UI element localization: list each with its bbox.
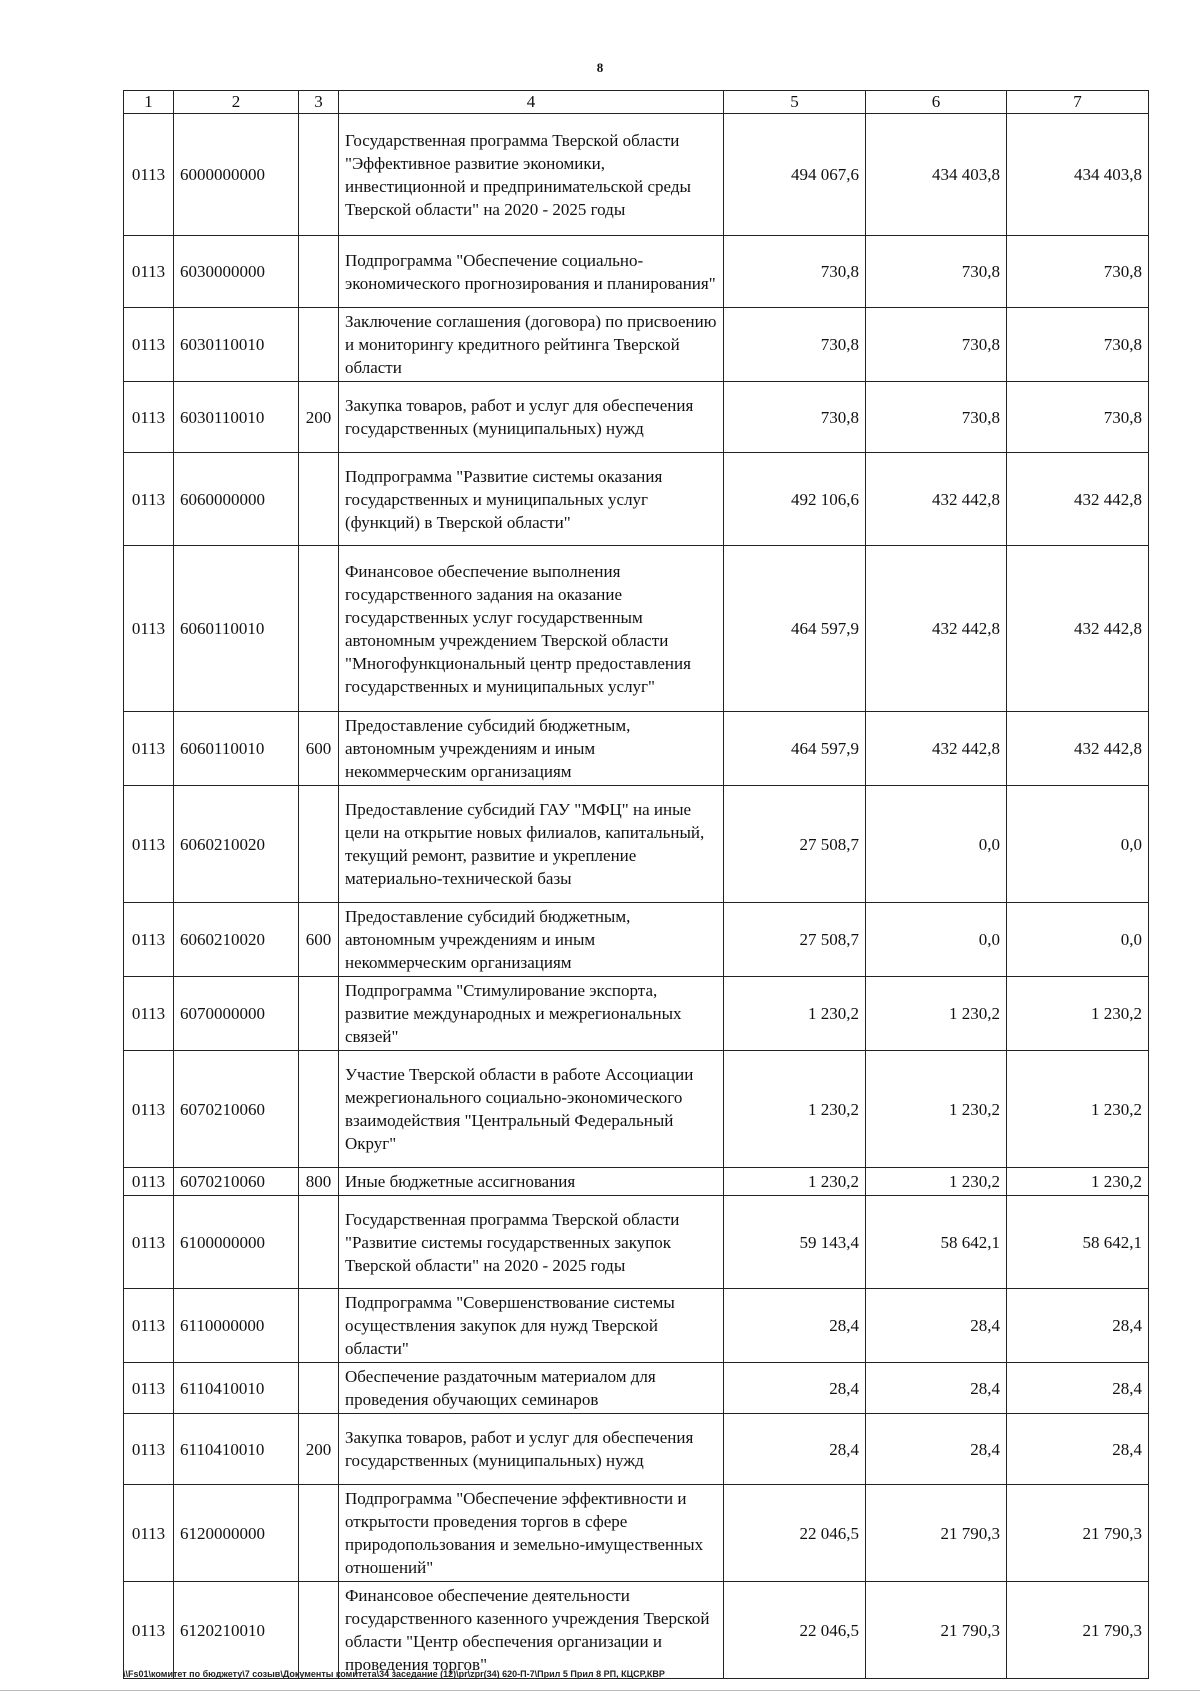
table-row [124,1414,1149,1485]
description-cell: Иные бюджетные ассигнования [339,1168,724,1196]
amount-cell: 59 143,4 [724,1196,866,1289]
expense-type-code-cell [299,1289,339,1363]
target-article-code-cell: 6030110010 [174,382,299,453]
table-row [124,453,1149,546]
column-header: 4 [339,91,724,114]
description-cell: Подпрограмма "Стимулирование экспорта, развитие международных и межрегиональных связей" [339,977,724,1051]
amount-cell: 494 067,6 [724,114,866,236]
target-article-code-cell: 6120000000 [174,1485,299,1582]
section-code-cell: 0113 [124,1414,174,1485]
amount-cell: 434 403,8 [1007,114,1149,236]
description-cell: Предоставление субсидий ГАУ "МФЦ" на иные цели на открытие новых филиалов, капитальный, текущий ремонт, развитие и укрепление материально-технической базы [339,786,724,903]
amount-cell: 492 106,6 [724,453,866,546]
amount-cell: 0,0 [1007,903,1149,977]
target-article-code-cell: 6070000000 [174,977,299,1051]
amount-cell: 27 508,7 [724,903,866,977]
target-article-code-cell: 6120210010 [174,1582,299,1679]
description-cell: Подпрограмма "Обеспечение социально-экономического прогнозирования и планирования" [339,236,724,308]
budget-table [123,90,1149,1679]
description-cell: Государственная программа Тверской области "Развитие системы государственных закупок Тверской области" на 2020 - 2025 годы [339,1196,724,1289]
expense-type-code-cell [299,1196,339,1289]
amount-cell: 58 642,1 [1007,1196,1149,1289]
table-row [124,382,1149,453]
page-edge-divider [0,1690,1200,1691]
amount-cell: 730,8 [866,236,1007,308]
expense-type-code-cell [299,977,339,1051]
section-code-cell: 0113 [124,382,174,453]
amount-cell: 464 597,9 [724,712,866,786]
section-code-cell: 0113 [124,712,174,786]
amount-cell: 730,8 [724,308,866,382]
target-article-code-cell: 6110410010 [174,1363,299,1414]
section-code-cell: 0113 [124,1582,174,1679]
table-row [124,1485,1149,1582]
description-cell: Подпрограмма "Развитие системы оказания государственных и муниципальных услуг (функций) в Тверской области" [339,453,724,546]
table-row [124,308,1149,382]
section-code-cell: 0113 [124,546,174,712]
description-cell: Закупка товаров, работ и услуг для обеспечения государственных (муниципальных) нужд [339,382,724,453]
section-code-cell: 0113 [124,453,174,546]
table-row [124,114,1149,236]
amount-cell: 434 403,8 [866,114,1007,236]
column-header: 5 [724,91,866,114]
amount-cell: 1 230,2 [1007,977,1149,1051]
target-article-code-cell: 6060110010 [174,546,299,712]
table-row [124,236,1149,308]
section-code-cell: 0113 [124,1289,174,1363]
expense-type-code-cell [299,114,339,236]
amount-cell: 22 046,5 [724,1582,866,1679]
section-code-cell: 0113 [124,114,174,236]
amount-cell: 0,0 [1007,786,1149,903]
target-article-code-cell: 6110000000 [174,1289,299,1363]
table-row [124,546,1149,712]
description-cell: Обеспечение раздаточным материалом для проведения обучающих семинаров [339,1363,724,1414]
amount-cell: 432 442,8 [866,546,1007,712]
table-row [124,1196,1149,1289]
amount-cell: 1 230,2 [866,977,1007,1051]
amount-cell: 464 597,9 [724,546,866,712]
target-article-code-cell: 6070210060 [174,1168,299,1196]
amount-cell: 1 230,2 [724,1168,866,1196]
section-code-cell: 0113 [124,1485,174,1582]
amount-cell: 0,0 [866,786,1007,903]
section-code-cell: 0113 [124,1363,174,1414]
amount-cell: 432 442,8 [1007,712,1149,786]
expense-type-code-cell [299,1582,339,1679]
expense-type-code-cell [299,236,339,308]
amount-cell: 730,8 [866,382,1007,453]
table-row [124,1168,1149,1196]
column-header: 2 [174,91,299,114]
amount-cell: 28,4 [724,1363,866,1414]
target-article-code-cell: 6000000000 [174,114,299,236]
column-header: 3 [299,91,339,114]
target-article-code-cell: 6060000000 [174,453,299,546]
amount-cell: 730,8 [1007,382,1149,453]
amount-cell: 1 230,2 [724,1051,866,1168]
description-cell: Заключение соглашения (договора) по присвоению и мониторингу кредитного рейтинга Тверской области [339,308,724,382]
expense-type-code-cell: 200 [299,1414,339,1485]
table-row [124,1289,1149,1363]
description-cell: Финансовое обеспечение выполнения государственного задания на оказание государственных услуг государственным автономным учреждением Тверской области "Многофункциональный центр предоставления государственных и муниципальных услуг" [339,546,724,712]
table-row [124,712,1149,786]
page-number: 8 [596,60,604,75]
amount-cell: 432 442,8 [866,453,1007,546]
section-code-cell: 0113 [124,1051,174,1168]
table-row [124,977,1149,1051]
description-cell: Подпрограмма "Совершенствование системы осуществления закупок для нужд Тверской области" [339,1289,724,1363]
target-article-code-cell: 6110410010 [174,1414,299,1485]
amount-cell: 432 442,8 [1007,453,1149,546]
target-article-code-cell: 6100000000 [174,1196,299,1289]
expense-type-code-cell [299,546,339,712]
amount-cell: 21 790,3 [866,1582,1007,1679]
target-article-code-cell: 6060210020 [174,903,299,977]
expense-type-code-cell [299,308,339,382]
target-article-code-cell: 6060210020 [174,786,299,903]
column-header: 6 [866,91,1007,114]
amount-cell: 28,4 [1007,1363,1149,1414]
target-article-code-cell: 6060110010 [174,712,299,786]
target-article-code-cell: 6030110010 [174,308,299,382]
amount-cell: 0,0 [866,903,1007,977]
description-cell: Предоставление субсидий бюджетным, автономным учреждениям и иным некоммерческим организациям [339,903,724,977]
section-code-cell: 0113 [124,977,174,1051]
description-cell: Финансовое обеспечение деятельности государственного казенного учреждения Тверской области "Центр обеспечения организации и проведения торгов" [339,1582,724,1679]
amount-cell: 730,8 [724,382,866,453]
expense-type-code-cell: 600 [299,712,339,786]
expense-type-code-cell [299,786,339,903]
description-cell: Подпрограмма "Обеспечение эффективности и открытости проведения торгов в сфере природопользования и земельно-имущественных отношений" [339,1485,724,1582]
amount-cell: 21 790,3 [866,1485,1007,1582]
amount-cell: 28,4 [1007,1414,1149,1485]
description-cell: Предоставление субсидий бюджетным, автономным учреждениям и иным некоммерческим организациям [339,712,724,786]
section-code-cell: 0113 [124,903,174,977]
table-row [124,903,1149,977]
description-cell: Закупка товаров, работ и услуг для обеспечения государственных (муниципальных) нужд [339,1414,724,1485]
amount-cell: 22 046,5 [724,1485,866,1582]
footer-file-path: \\Fs01\комитет по бюджету\7 созыв\Документы комитета\34 заседание (12)\pr\zpr(34) 620-П-7\Прил 5 Прил 8 РП, КЦСР,КВР [123,1669,665,1679]
section-code-cell: 0113 [124,786,174,903]
amount-cell: 28,4 [866,1289,1007,1363]
amount-cell: 1 230,2 [724,977,866,1051]
amount-cell: 1 230,2 [1007,1168,1149,1196]
column-header: 7 [1007,91,1149,114]
description-cell: Участие Тверской области в работе Ассоциации межрегионального социально-экономического взаимодействия "Центральный Федеральный Округ" [339,1051,724,1168]
amount-cell: 28,4 [724,1414,866,1485]
column-header: 1 [124,91,174,114]
table-row [124,1051,1149,1168]
target-article-code-cell: 6070210060 [174,1051,299,1168]
expense-type-code-cell [299,453,339,546]
expense-type-code-cell: 200 [299,382,339,453]
section-code-cell: 0113 [124,1168,174,1196]
expense-type-code-cell: 800 [299,1168,339,1196]
table-row [124,1582,1149,1679]
amount-cell: 432 442,8 [1007,546,1149,712]
expense-type-code-cell [299,1485,339,1582]
amount-cell: 58 642,1 [866,1196,1007,1289]
amount-cell: 21 790,3 [1007,1485,1149,1582]
amount-cell: 28,4 [866,1363,1007,1414]
amount-cell: 1 230,2 [1007,1051,1149,1168]
expense-type-code-cell: 600 [299,903,339,977]
amount-cell: 28,4 [1007,1289,1149,1363]
amount-cell: 1 230,2 [866,1168,1007,1196]
amount-cell: 1 230,2 [866,1051,1007,1168]
description-cell: Государственная программа Тверской области "Эффективное развитие экономики, инвестиционной и предпринимательской среды Тверской области" на 2020 - 2025 годы [339,114,724,236]
amount-cell: 28,4 [724,1289,866,1363]
section-code-cell: 0113 [124,1196,174,1289]
amount-cell: 730,8 [724,236,866,308]
section-code-cell: 0113 [124,236,174,308]
column-number-row [124,91,1149,114]
amount-cell: 730,8 [1007,236,1149,308]
amount-cell: 432 442,8 [866,712,1007,786]
table-row [124,1363,1149,1414]
section-code-cell: 0113 [124,308,174,382]
expense-type-code-cell [299,1051,339,1168]
amount-cell: 730,8 [1007,308,1149,382]
amount-cell: 730,8 [866,308,1007,382]
amount-cell: 21 790,3 [1007,1582,1149,1679]
target-article-code-cell: 6030000000 [174,236,299,308]
expense-type-code-cell [299,1363,339,1414]
table-row [124,786,1149,903]
amount-cell: 28,4 [866,1414,1007,1485]
amount-cell: 27 508,7 [724,786,866,903]
